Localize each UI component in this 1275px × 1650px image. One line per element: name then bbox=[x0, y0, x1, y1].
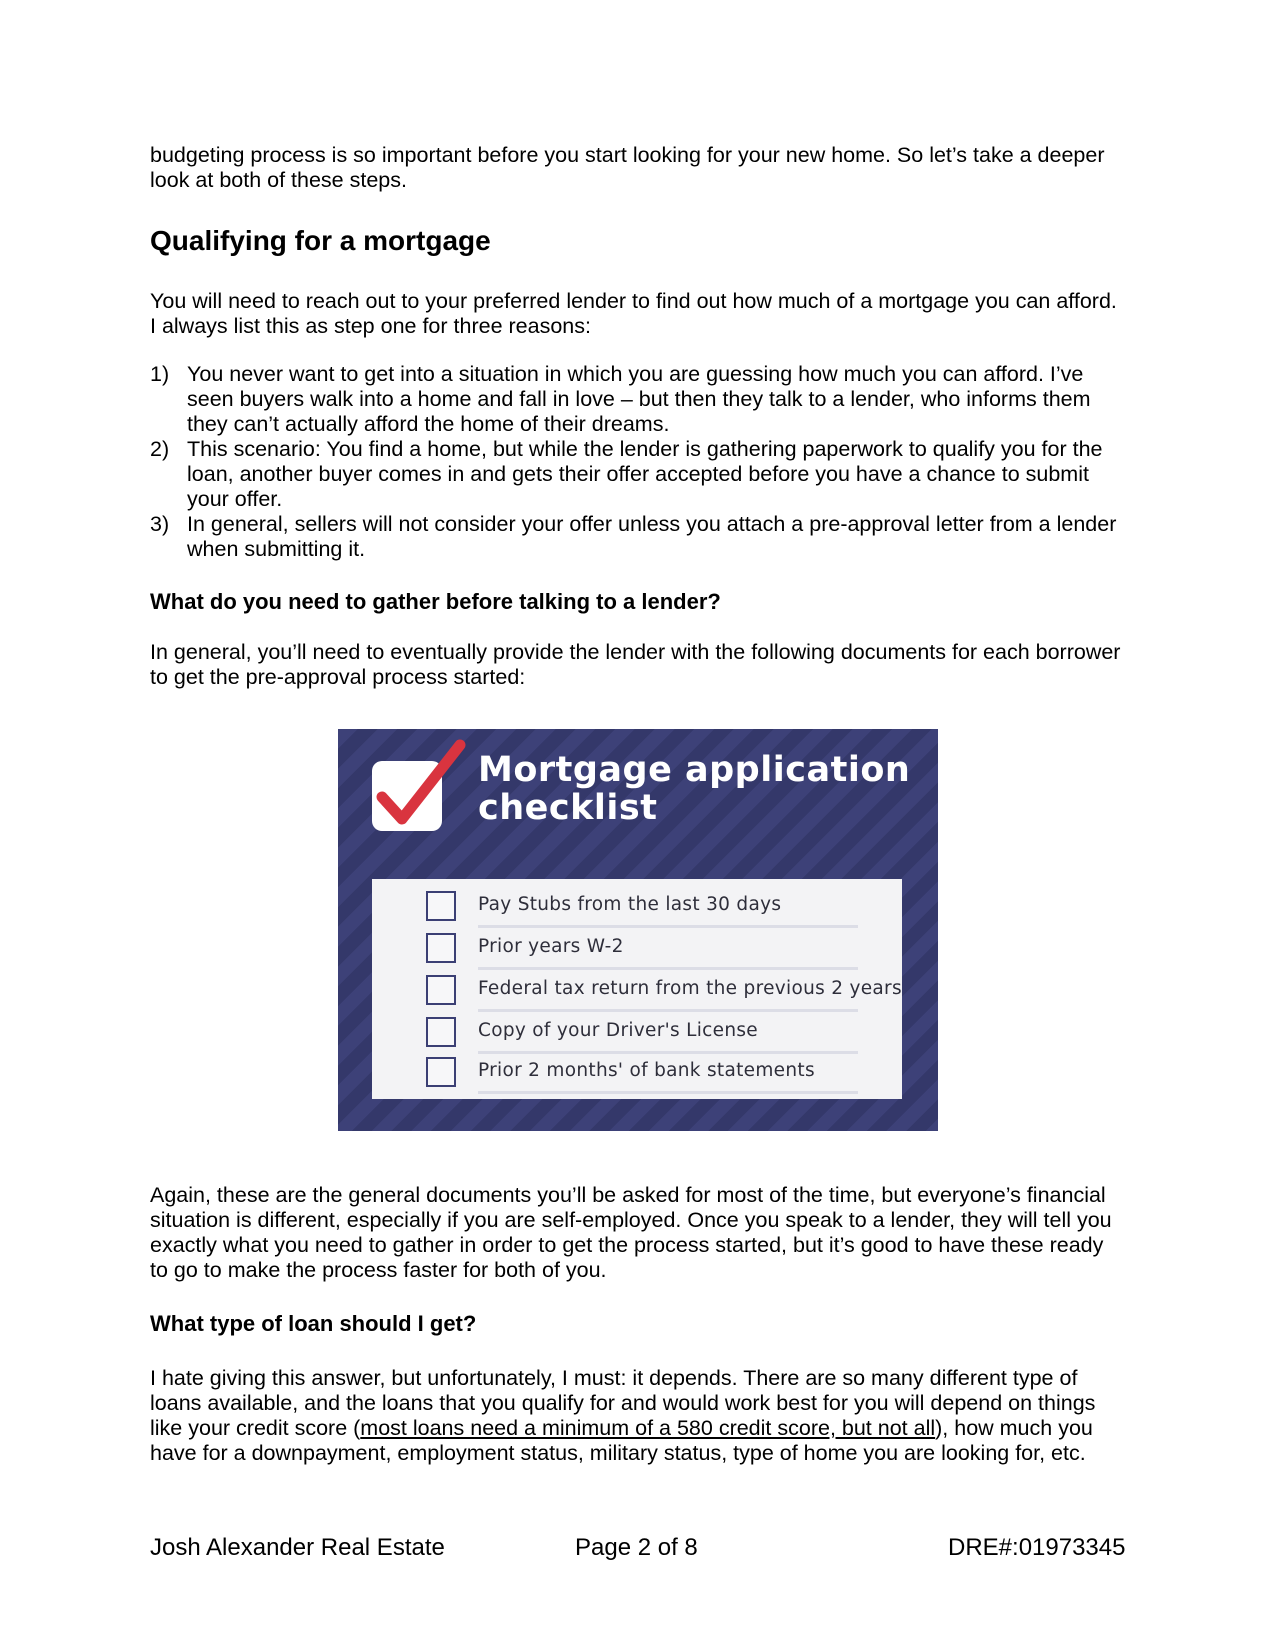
divider bbox=[478, 967, 858, 970]
divider bbox=[478, 1051, 858, 1054]
mortgage-checklist-image bbox=[338, 729, 938, 1131]
list-item bbox=[150, 437, 1125, 512]
divider bbox=[478, 1091, 858, 1094]
checklist-row bbox=[372, 933, 902, 975]
checklist-item-label: Federal tax return from the previous 2 years bbox=[478, 978, 902, 999]
checklist-row bbox=[372, 1017, 902, 1059]
footer-page-number: Page 2 of 8 bbox=[575, 1534, 698, 1561]
loan-text bbox=[150, 1366, 1125, 1466]
empty-checkbox-icon bbox=[426, 1017, 456, 1047]
checklist-row bbox=[372, 891, 902, 933]
credit-score-link[interactable]: most loans need a minimum of a 580 credit score, but not all bbox=[360, 1416, 936, 1440]
list-item-text: This scenario: You find a home, but while the lender is gathering paperwork to qualify you for the loan, another buyer comes in and gets their offer accepted before you have a chance to submit your offer. bbox=[187, 437, 1103, 511]
list-item-text: You never want to get into a situation in which you are guessing how much you can afford. I’ve seen buyers walk into a home and fall in love – but then they talk to a lender, who informs them they can’t actually afford the home of their dreams. bbox=[187, 362, 1091, 436]
empty-checkbox-icon bbox=[426, 933, 456, 963]
loan-text-after-link: ), how much you have for a downpayment, employment status, military status, type of home you are looking for, etc. bbox=[150, 1416, 1093, 1465]
list-item-text: In general, sellers will not consider your offer unless you attach a pre-approval letter from a lender when submitting it. bbox=[187, 512, 1117, 561]
section-heading-gather: What do you need to gather before talking to a lender? bbox=[150, 589, 721, 614]
footer-license-number: DRE#:01973345 bbox=[948, 1534, 1126, 1561]
section-heading-qualifying: Qualifying for a mortgage bbox=[150, 225, 491, 256]
checklist-item-label: Pay Stubs from the last 30 days bbox=[478, 894, 782, 915]
checkbox-badge bbox=[372, 761, 442, 831]
checklist-item-label: Copy of your Driver's License bbox=[478, 1020, 758, 1041]
reasons-list bbox=[150, 362, 1125, 562]
empty-checkbox-icon bbox=[426, 975, 456, 1005]
footer-company: Josh Alexander Real Estate bbox=[150, 1534, 445, 1561]
after-graphic-paragraph bbox=[150, 1183, 1125, 1283]
list-item-number: 1) bbox=[150, 362, 170, 386]
checklist-title: Mortgage application checklist bbox=[478, 750, 911, 828]
checklist-item-label: Prior 2 months' of bank statements bbox=[478, 1060, 815, 1081]
divider bbox=[478, 1009, 858, 1012]
checklist-row bbox=[372, 1057, 902, 1099]
qualifying-text: You will need to reach out to your preferred lender to find out how much of a mortgage you can afford. I always list this as step one for three reasons: bbox=[150, 289, 1117, 338]
intro-paragraph bbox=[150, 143, 1125, 193]
checklist-item-label: Prior years W-2 bbox=[478, 936, 624, 957]
divider bbox=[478, 925, 858, 928]
list-item bbox=[150, 362, 1125, 437]
checkmark-icon bbox=[372, 739, 462, 839]
after-graphic-text: Again, these are the general documents you’ll be asked for most of the time, but everyone’s financial situation is different, especially if you are self-employed. Once you speak to a lender, they will tell you exactly what you need to gather in order to get the process started, but it’s good to have these ready to go to make the process faster for both of you. bbox=[150, 1183, 1112, 1282]
loan-text-before-link: I hate giving this answer, but unfortunately, I must: it depends. There are so many different type of loans available, and the loans that you qualify for and would work best for you will depend on things like your credit score ( bbox=[150, 1366, 1096, 1440]
empty-checkbox-icon bbox=[426, 1057, 456, 1087]
gather-paragraph bbox=[150, 640, 1125, 690]
loan-paragraph bbox=[150, 1366, 1125, 1466]
qualifying-paragraph bbox=[150, 289, 1125, 339]
gather-text: In general, you’ll need to eventually provide the lender with the following documents for each borrower to get the pre-approval process started: bbox=[150, 640, 1121, 689]
intro-text: budgeting process is so important before you start looking for your new home. So let’s take a deeper look at both of these steps. bbox=[150, 143, 1105, 192]
checklist-row bbox=[372, 975, 902, 1017]
list-item bbox=[150, 512, 1125, 562]
section-heading-loan: What type of loan should I get? bbox=[150, 1311, 477, 1336]
empty-checkbox-icon bbox=[426, 891, 456, 921]
list-item-number: 3) bbox=[150, 512, 170, 536]
list-item-number: 2) bbox=[150, 437, 170, 461]
checklist-card bbox=[372, 879, 902, 1099]
